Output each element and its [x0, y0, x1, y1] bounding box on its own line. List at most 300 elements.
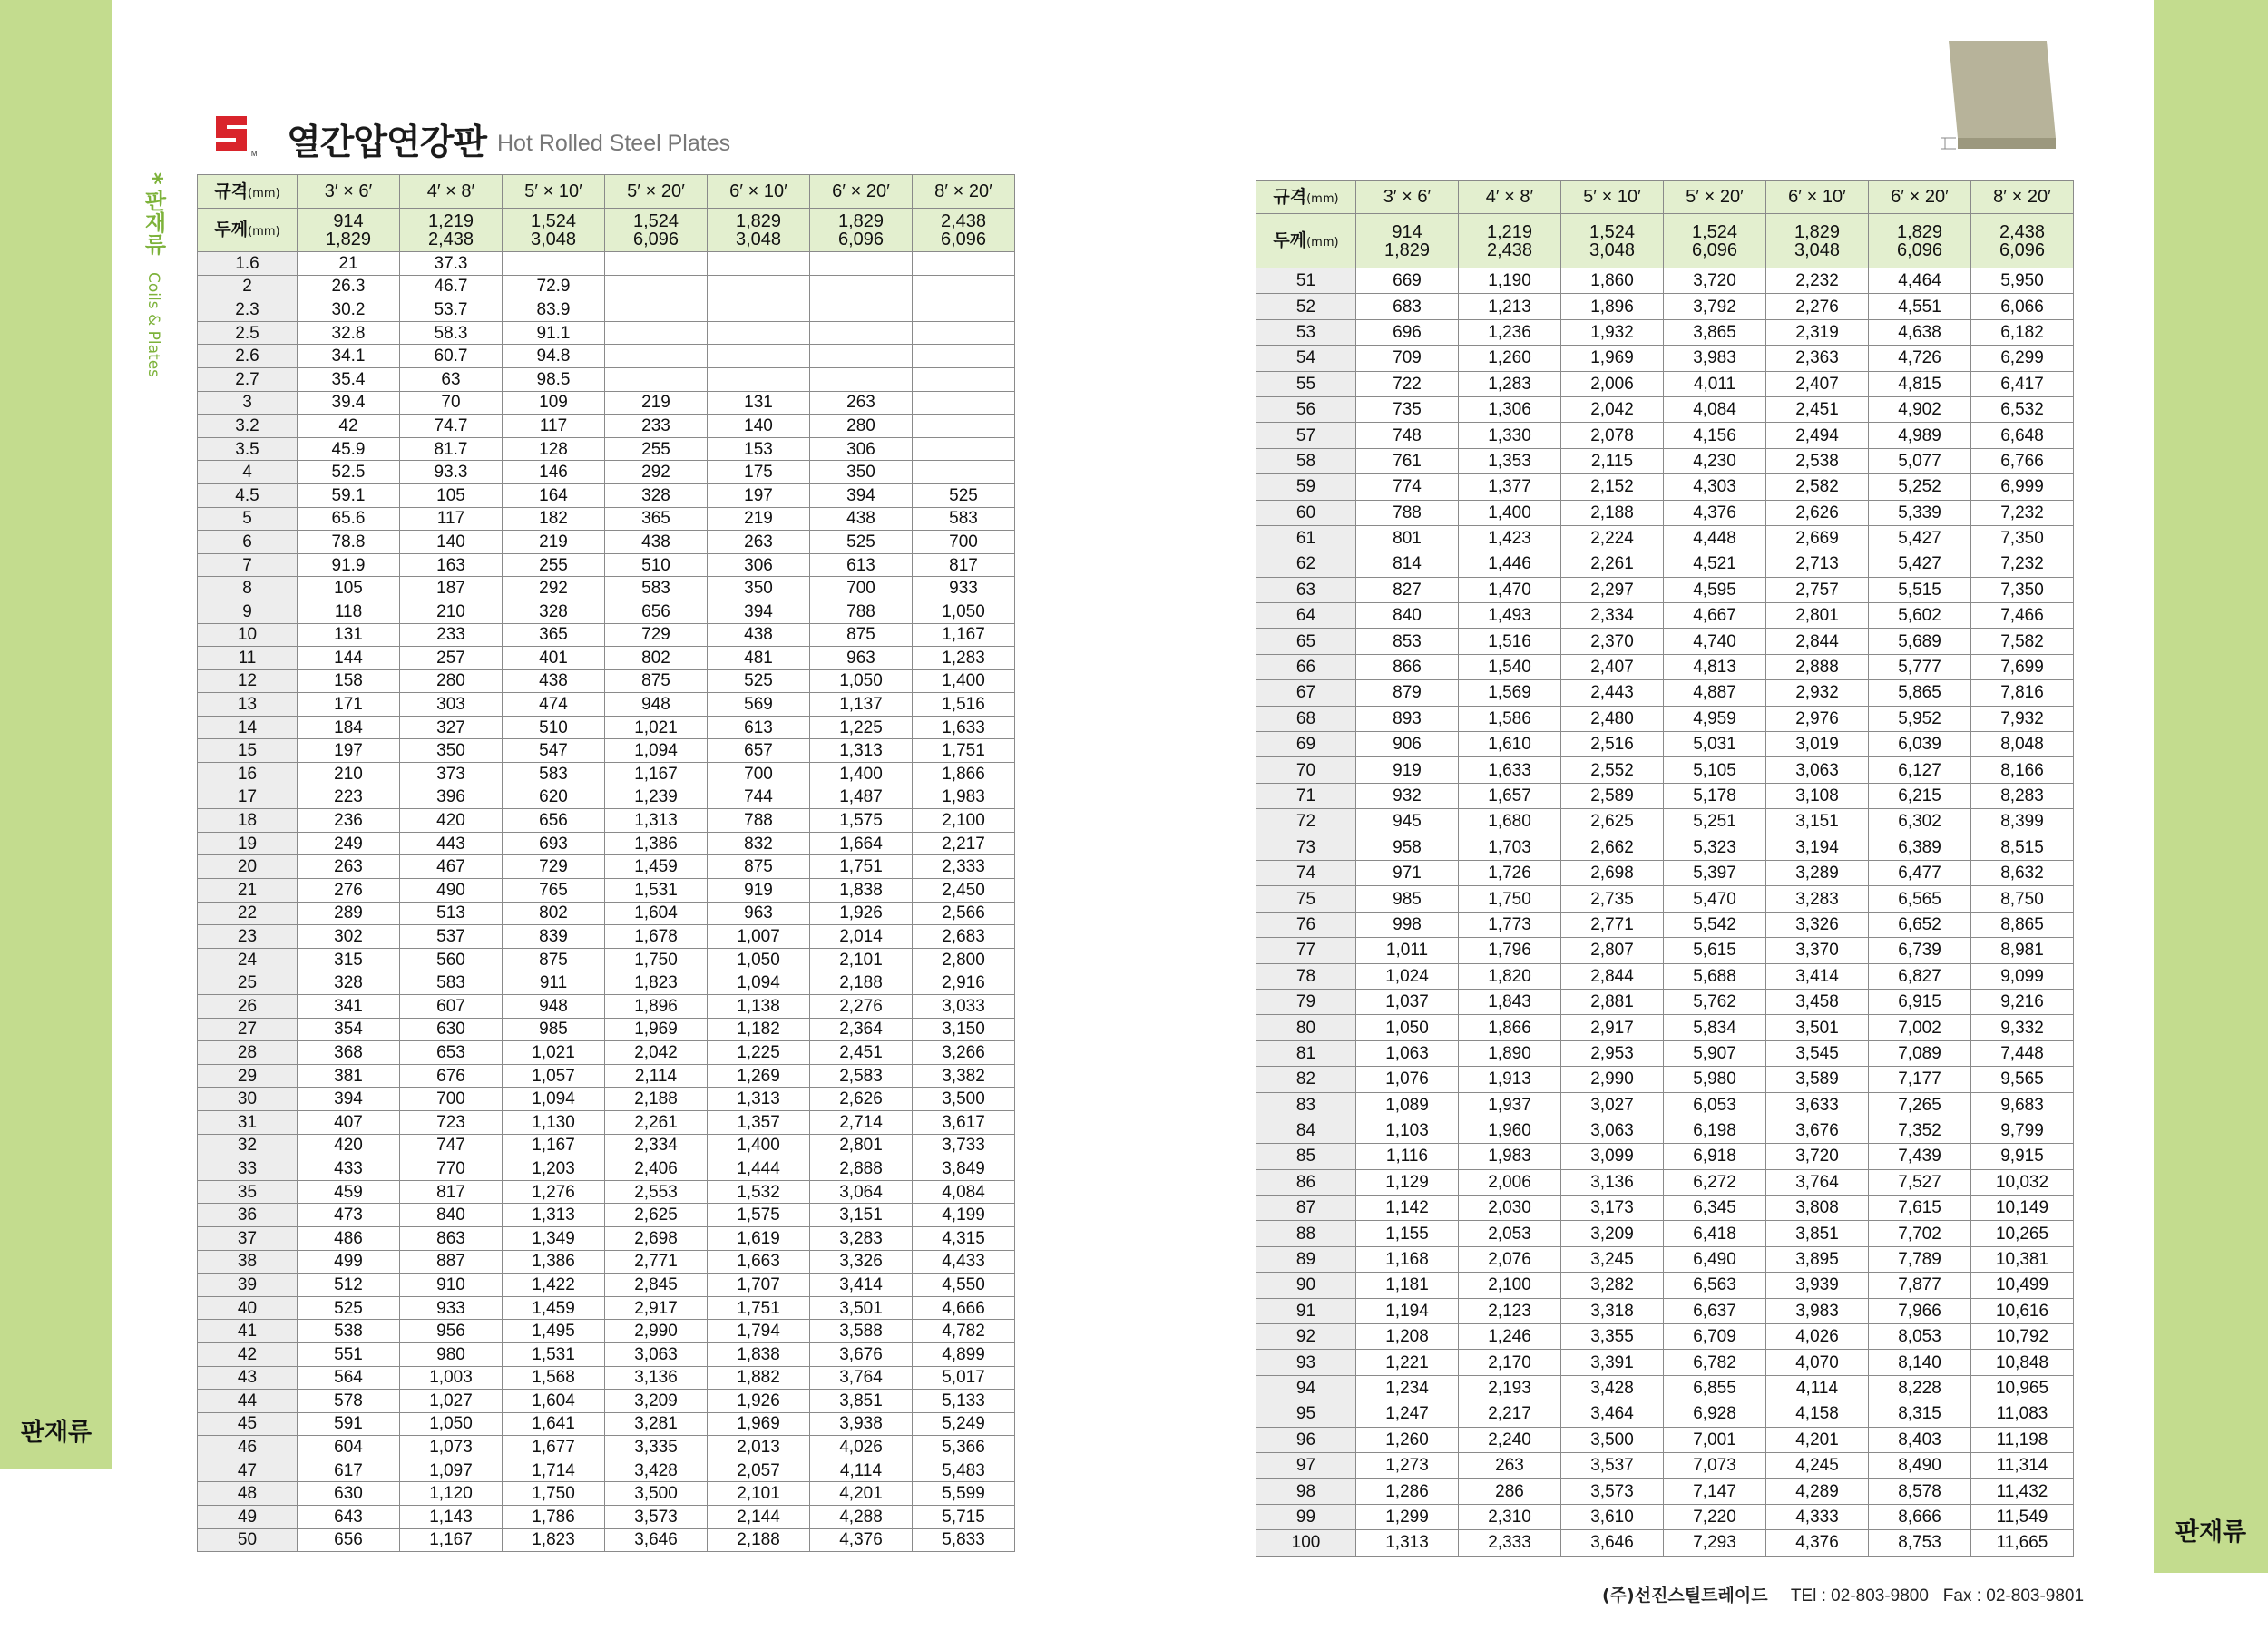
- weight-cell: 4,114: [1766, 1375, 1869, 1401]
- weight-cell: 700: [810, 577, 913, 600]
- thickness-cell: 57: [1256, 423, 1356, 448]
- weight-cell: 3,865: [1664, 319, 1766, 345]
- weight-cell: 3,136: [605, 1366, 708, 1390]
- weight-cell: 60.7: [400, 345, 503, 368]
- weight-cell: 729: [503, 855, 605, 879]
- weight-cell: 1,007: [708, 925, 810, 949]
- weight-cell: 3,500: [605, 1482, 708, 1506]
- weight-cell: 433: [298, 1157, 400, 1181]
- weight-cell: 3,849: [913, 1157, 1015, 1181]
- thickness-cell: 99: [1256, 1504, 1356, 1529]
- weight-cell: 255: [605, 437, 708, 461]
- thickness-cell: 89: [1256, 1246, 1356, 1272]
- weight-cell: 5,339: [1869, 500, 1971, 525]
- thickness-cell: 85: [1256, 1144, 1356, 1169]
- weight-cell: 3,545: [1766, 1040, 1869, 1066]
- weight-cell: 578: [298, 1390, 400, 1413]
- table-row: [1256, 835, 2074, 860]
- table-row: [1256, 860, 2074, 885]
- weight-cell: 2,006: [1459, 1169, 1561, 1195]
- weight-cell: 832: [708, 832, 810, 855]
- dimension-width: 2,438: [1999, 221, 2046, 242]
- weight-cell: 1,493: [1459, 603, 1561, 629]
- dimension-header-6: [810, 209, 913, 252]
- weight-cell: 292: [605, 461, 708, 484]
- weight-cell: 7,966: [1869, 1298, 1971, 1323]
- weight-cell: 656: [298, 1528, 400, 1552]
- table-row: [198, 786, 1015, 809]
- weight-cell: 1,983: [1459, 1144, 1561, 1169]
- weight-cell: 1,138: [708, 995, 810, 1019]
- weight-cell: 1,386: [605, 832, 708, 855]
- size-header-5: 6′ × 10′: [1766, 181, 1869, 214]
- thickness-cell: 50: [198, 1528, 298, 1552]
- dimension-length: 1,829: [325, 229, 372, 249]
- weight-cell: 7,615: [1869, 1196, 1971, 1221]
- weight-cell: 2,450: [913, 879, 1015, 903]
- weight-cell: 1,050: [913, 600, 1015, 623]
- weight-cell: 490: [400, 879, 503, 903]
- thickness-cell: 3.2: [198, 415, 298, 438]
- weight-cell: 2,714: [810, 1110, 913, 1134]
- weight-cell: 2,990: [605, 1320, 708, 1343]
- weight-cell: 1,050: [400, 1412, 503, 1436]
- table-row: [198, 275, 1015, 298]
- thickness-cell: 26: [198, 995, 298, 1019]
- weight-cell: 1,969: [605, 1018, 708, 1041]
- weight-cell: 459: [298, 1180, 400, 1204]
- weight-cell: [708, 252, 810, 276]
- weight-cell: 6,928: [1664, 1401, 1766, 1427]
- weight-cell: 350: [708, 577, 810, 600]
- weight-cell: 2,333: [913, 855, 1015, 879]
- weight-cell: 350: [810, 461, 913, 484]
- weight-cell: 1,313: [605, 809, 708, 833]
- weight-cell: 8,315: [1869, 1401, 1971, 1427]
- weight-cell: 131: [298, 623, 400, 647]
- weight-cell: 583: [400, 971, 503, 995]
- weight-cell: 1,021: [605, 716, 708, 739]
- thickness-cell: 1.6: [198, 252, 298, 276]
- weight-cell: 1,021: [503, 1041, 605, 1065]
- table-row: [1256, 732, 2074, 757]
- weight-cell: 39.4: [298, 391, 400, 415]
- weight-cell: 1,866: [913, 763, 1015, 786]
- weight-cell: 6,182: [1971, 319, 2074, 345]
- weight-cell: 551: [298, 1342, 400, 1366]
- weight-cell: 6,272: [1664, 1169, 1766, 1195]
- weight-cell: 5,950: [1971, 268, 2074, 294]
- weight-cell: 481: [708, 647, 810, 670]
- weight-table-right: [1256, 180, 2074, 1557]
- dimension-width: 914: [1392, 221, 1422, 242]
- table-row: [198, 1412, 1015, 1436]
- thickness-unit: (mm): [248, 225, 280, 239]
- weight-cell: 510: [605, 553, 708, 577]
- weight-cell: 1,604: [503, 1390, 605, 1413]
- table-row: [1256, 783, 2074, 808]
- weight-cell: 6,532: [1971, 396, 2074, 422]
- weight-cell: 8,578: [1869, 1479, 1971, 1504]
- weight-cell: 2,552: [1561, 757, 1664, 783]
- weight-cell: 2,170: [1459, 1350, 1561, 1375]
- table-row: [198, 1296, 1015, 1320]
- weight-cell: 474: [503, 693, 605, 717]
- thickness-cell: 25: [198, 971, 298, 995]
- weight-cell: 1,097: [400, 1459, 503, 1482]
- weight-cell: 3,938: [810, 1412, 913, 1436]
- weight-cell: 1,866: [1459, 1015, 1561, 1040]
- thickness-cell: 2: [198, 275, 298, 298]
- weight-cell: 219: [708, 507, 810, 531]
- weight-cell: 1,247: [1356, 1401, 1459, 1427]
- weight-cell: 998: [1356, 912, 1459, 937]
- weight-cell: 5,907: [1664, 1040, 1766, 1066]
- dimension-header-1: [1356, 214, 1459, 268]
- table-row: [198, 948, 1015, 971]
- weight-cell: 210: [298, 763, 400, 786]
- weight-cell: 2,698: [1561, 860, 1664, 885]
- dimension-length: 2,438: [427, 229, 474, 249]
- page-title-ko: 열간압연강판: [287, 122, 487, 163]
- weight-cell: 6,709: [1664, 1324, 1766, 1350]
- weight-cell: 2,217: [913, 832, 1015, 855]
- weight-cell: 499: [298, 1250, 400, 1274]
- thickness-cell: 95: [1256, 1401, 1356, 1427]
- table-row: [198, 1320, 1015, 1343]
- table-row: [198, 995, 1015, 1019]
- thickness-cell: 87: [1256, 1196, 1356, 1221]
- weight-cell: 4,551: [1869, 294, 1971, 319]
- weight-cell: 2,844: [1766, 629, 1869, 654]
- table-row: [1256, 551, 2074, 577]
- weight-cell: 1,633: [1459, 757, 1561, 783]
- table-row: [198, 577, 1015, 600]
- weight-cell: 3,573: [605, 1506, 708, 1529]
- weight-cell: 1,094: [605, 739, 708, 763]
- weight-cell: 948: [605, 693, 708, 717]
- weight-cell: 6,299: [1971, 346, 2074, 371]
- table-row: [198, 832, 1015, 855]
- weight-cell: 2,953: [1561, 1040, 1664, 1066]
- thickness-cell: 20: [198, 855, 298, 879]
- size-header-1: 3′ × 6′: [1356, 181, 1459, 214]
- table-row: [1256, 1169, 2074, 1195]
- spec-label: 규격: [214, 181, 249, 201]
- thickness-cell: 11: [198, 647, 298, 670]
- thickness-cell: 19: [198, 832, 298, 855]
- weight-cell: 1,167: [400, 1528, 503, 1552]
- weight-cell: 6,827: [1869, 963, 1971, 989]
- weight-cell: 303: [400, 693, 503, 717]
- dimension-length: 6,096: [1999, 239, 2046, 260]
- table-row: [1256, 629, 2074, 654]
- table-row: [198, 1157, 1015, 1181]
- weight-cell: 1,586: [1459, 706, 1561, 731]
- table-row: [1256, 938, 2074, 963]
- weight-cell: 63: [400, 367, 503, 391]
- thickness-cell: 66: [1256, 654, 1356, 679]
- weight-cell: 2,224: [1561, 525, 1664, 551]
- weight-cell: 187: [400, 577, 503, 600]
- weight-cell: 1,057: [503, 1064, 605, 1088]
- weight-cell: 4,026: [810, 1436, 913, 1459]
- table-row: [198, 483, 1015, 507]
- weight-cell: 3,326: [810, 1250, 913, 1274]
- thickness-cell: 33: [198, 1157, 298, 1181]
- table-row: [198, 1018, 1015, 1041]
- table-row: [198, 1482, 1015, 1506]
- weight-cell: 2,669: [1766, 525, 1869, 551]
- weight-cell: 3,027: [1561, 1092, 1664, 1118]
- weight-cell: 1,843: [1459, 989, 1561, 1014]
- weight-cell: 4,011: [1664, 371, 1766, 396]
- weight-cell: 3,382: [913, 1064, 1015, 1088]
- thickness-cell: 73: [1256, 835, 1356, 860]
- weight-cell: 906: [1356, 732, 1459, 757]
- dimension-width: 2,438: [940, 210, 987, 231]
- size-header-1: 3′ × 6′: [298, 175, 400, 209]
- spec-header-cell: [1256, 181, 1356, 214]
- weight-cell: 817: [400, 1180, 503, 1204]
- weight-cell: 1,838: [810, 879, 913, 903]
- weight-cell: 2,916: [913, 971, 1015, 995]
- weight-cell: 72.9: [503, 275, 605, 298]
- table-row: [1256, 989, 2074, 1014]
- weight-cell: 2,771: [1561, 912, 1664, 937]
- weight-cell: 4,666: [913, 1296, 1015, 1320]
- thickness-cell: 83: [1256, 1092, 1356, 1118]
- table-row: [198, 345, 1015, 368]
- table-row: [1256, 1118, 2074, 1143]
- weight-cell: 3,266: [913, 1041, 1015, 1065]
- thickness-cell: 84: [1256, 1118, 1356, 1143]
- thickness-cell: 28: [198, 1041, 298, 1065]
- thickness-cell: 60: [1256, 500, 1356, 525]
- weight-cell: 1,913: [1459, 1067, 1561, 1092]
- table-row: [198, 623, 1015, 647]
- weight-cell: 4,333: [1766, 1504, 1869, 1529]
- weight-cell: 980: [400, 1342, 503, 1366]
- weight-cell: 4,156: [1664, 423, 1766, 448]
- thickness-cell: 74: [1256, 860, 1356, 885]
- steel-plate-icon: [1936, 36, 2063, 154]
- category-en: Coils & Plates: [144, 271, 162, 377]
- weight-cell: 4,289: [1766, 1479, 1869, 1504]
- thickness-header-cell: [1256, 214, 1356, 268]
- weight-cell: 3,173: [1561, 1196, 1664, 1221]
- weight-cell: 1,299: [1356, 1504, 1459, 1529]
- weight-cell: 5,834: [1664, 1015, 1766, 1040]
- footer-tel: TEl : 02-803-9800: [1790, 1586, 1929, 1606]
- weight-cell: 2,261: [1561, 551, 1664, 577]
- weight-cell: 6,345: [1664, 1196, 1766, 1221]
- weight-cell: [605, 367, 708, 391]
- thickness-cell: 41: [198, 1320, 298, 1343]
- weight-cell: 249: [298, 832, 400, 855]
- weight-cell: 765: [503, 879, 605, 903]
- table-row: [198, 1506, 1015, 1529]
- category-vertical-label: [138, 172, 170, 377]
- weight-cell: 53.7: [400, 298, 503, 322]
- weight-cell: 5,602: [1869, 603, 1971, 629]
- weight-cell: 6,066: [1971, 294, 2074, 319]
- size-header-6: 6′ × 20′: [810, 175, 913, 209]
- dimension-width: 1,219: [1486, 221, 1533, 242]
- right-side-band: [2154, 0, 2268, 1573]
- weight-cell: 1,540: [1459, 654, 1561, 679]
- weight-cell: 2,101: [810, 948, 913, 971]
- weight-cell: 2,042: [605, 1041, 708, 1065]
- weight-cell: 2,451: [1766, 396, 1869, 422]
- weight-cell: 3,209: [1561, 1221, 1664, 1246]
- weight-cell: 8,490: [1869, 1452, 1971, 1478]
- weight-cell: 604: [298, 1436, 400, 1459]
- weight-cell: 4,376: [1664, 500, 1766, 525]
- weight-cell: 10,381: [1971, 1246, 2074, 1272]
- page-title-en: Hot Rolled Steel Plates: [497, 131, 731, 156]
- thickness-cell: 72: [1256, 809, 1356, 835]
- thickness-cell: 52: [1256, 294, 1356, 319]
- weight-cell: 373: [400, 763, 503, 786]
- dimension-header-2: [1459, 214, 1561, 268]
- weight-cell: 3,063: [605, 1342, 708, 1366]
- dimension-header-4: [1664, 214, 1766, 268]
- table-row: [1256, 474, 2074, 500]
- weight-cell: [913, 391, 1015, 415]
- weight-cell: 5,133: [913, 1390, 1015, 1413]
- weight-cell: 1,726: [1459, 860, 1561, 885]
- weight-cell: 643: [298, 1506, 400, 1529]
- thickness-cell: 5: [198, 507, 298, 531]
- weight-cell: 6,490: [1664, 1246, 1766, 1272]
- thickness-cell: 88: [1256, 1221, 1356, 1246]
- table-row: [198, 1180, 1015, 1204]
- weight-cell: [605, 345, 708, 368]
- weight-cell: 5,715: [913, 1506, 1015, 1529]
- size-header-5: 6′ × 10′: [708, 175, 810, 209]
- weight-cell: [605, 321, 708, 345]
- thickness-cell: 69: [1256, 732, 1356, 757]
- thickness-cell: 21: [198, 879, 298, 903]
- table-row: [198, 1064, 1015, 1088]
- weight-cell: 2,057: [708, 1459, 810, 1482]
- thickness-cell: 43: [198, 1366, 298, 1390]
- weight-cell: 932: [1356, 783, 1459, 808]
- footer-fax: Fax : 02-803-9801: [1942, 1586, 2085, 1606]
- weight-cell: 4,376: [810, 1528, 913, 1552]
- table-row: [198, 1110, 1015, 1134]
- weight-cell: [708, 345, 810, 368]
- weight-cell: 34.1: [298, 345, 400, 368]
- weight-cell: 4,815: [1869, 371, 1971, 396]
- weight-cell: 744: [708, 786, 810, 809]
- table-row: [198, 1250, 1015, 1274]
- thickness-cell: 4.5: [198, 483, 298, 507]
- weight-cell: 1,103: [1356, 1118, 1459, 1143]
- weight-cell: 21: [298, 252, 400, 276]
- weight-cell: 700: [400, 1088, 503, 1111]
- weight-cell: 875: [503, 948, 605, 971]
- dimension-length: 3,048: [735, 229, 782, 249]
- weight-cell: 6,637: [1664, 1298, 1766, 1323]
- weight-cell: 8,632: [1971, 860, 2074, 885]
- thickness-cell: 45: [198, 1412, 298, 1436]
- weight-cell: 94.8: [503, 345, 605, 368]
- weight-cell: 328: [503, 600, 605, 623]
- table-row: [198, 925, 1015, 949]
- weight-cell: 1,400: [810, 763, 913, 786]
- table-row: [1256, 423, 2074, 448]
- weight-cell: 1,286: [1356, 1479, 1459, 1504]
- table-row: [1256, 603, 2074, 629]
- table-row: [198, 1041, 1015, 1065]
- weight-cell: 774: [1356, 474, 1459, 500]
- weight-cell: 2,276: [1766, 294, 1869, 319]
- thickness-cell: 18: [198, 809, 298, 833]
- weight-cell: 175: [708, 461, 810, 484]
- footer-contact: [1602, 1582, 2084, 1606]
- weight-cell: 4,989: [1869, 423, 1971, 448]
- weight-cell: 2,363: [1766, 346, 1869, 371]
- weight-cell: 3,063: [1766, 757, 1869, 783]
- weight-cell: 2,516: [1561, 732, 1664, 757]
- weight-cell: 1,575: [810, 809, 913, 833]
- weight-cell: 2,917: [1561, 1015, 1664, 1040]
- table-row: [198, 855, 1015, 879]
- weight-cell: 3,064: [810, 1180, 913, 1204]
- table-row: [198, 693, 1015, 717]
- weight-cell: 6,652: [1869, 912, 1971, 937]
- weight-cell: 2,144: [708, 1506, 810, 1529]
- weight-cell: 3,808: [1766, 1196, 1869, 1221]
- table-row: [1256, 963, 2074, 989]
- weight-cell: 866: [1356, 654, 1459, 679]
- weight-cell: 58.3: [400, 321, 503, 345]
- weight-cell: 1,677: [503, 1436, 605, 1459]
- weight-cell: 1,050: [1356, 1015, 1459, 1040]
- dimension-header-5: [708, 209, 810, 252]
- weight-cell: 105: [400, 483, 503, 507]
- dimension-width: 1,829: [1896, 221, 1943, 242]
- weight-cell: 52.5: [298, 461, 400, 484]
- weight-cell: 5,615: [1664, 938, 1766, 963]
- weight-cell: 280: [810, 415, 913, 438]
- weight-cell: 438: [605, 531, 708, 554]
- weight-cell: 512: [298, 1274, 400, 1297]
- weight-cell: 10,848: [1971, 1350, 2074, 1375]
- weight-cell: 7,439: [1869, 1144, 1971, 1169]
- weight-cell: 3,428: [605, 1459, 708, 1482]
- weight-cell: 5,397: [1664, 860, 1766, 885]
- weight-cell: 2,990: [1561, 1067, 1664, 1092]
- weight-cell: 748: [1356, 423, 1459, 448]
- weight-cell: 1,531: [503, 1342, 605, 1366]
- table-row: [198, 252, 1015, 276]
- weight-cell: 5,105: [1664, 757, 1766, 783]
- table-row: [198, 1226, 1015, 1250]
- weight-cell: 1,568: [503, 1366, 605, 1390]
- weight-cell: 3,851: [1766, 1221, 1869, 1246]
- weight-cell: 1,225: [810, 716, 913, 739]
- weight-cell: 1,400: [913, 669, 1015, 693]
- table-row: [198, 600, 1015, 623]
- weight-cell: 7,877: [1869, 1273, 1971, 1298]
- size-header-7: 8′ × 20′: [913, 175, 1015, 209]
- weight-cell: 3,501: [810, 1296, 913, 1320]
- weight-cell: 2,735: [1561, 886, 1664, 912]
- weight-cell: 3,500: [1561, 1427, 1664, 1452]
